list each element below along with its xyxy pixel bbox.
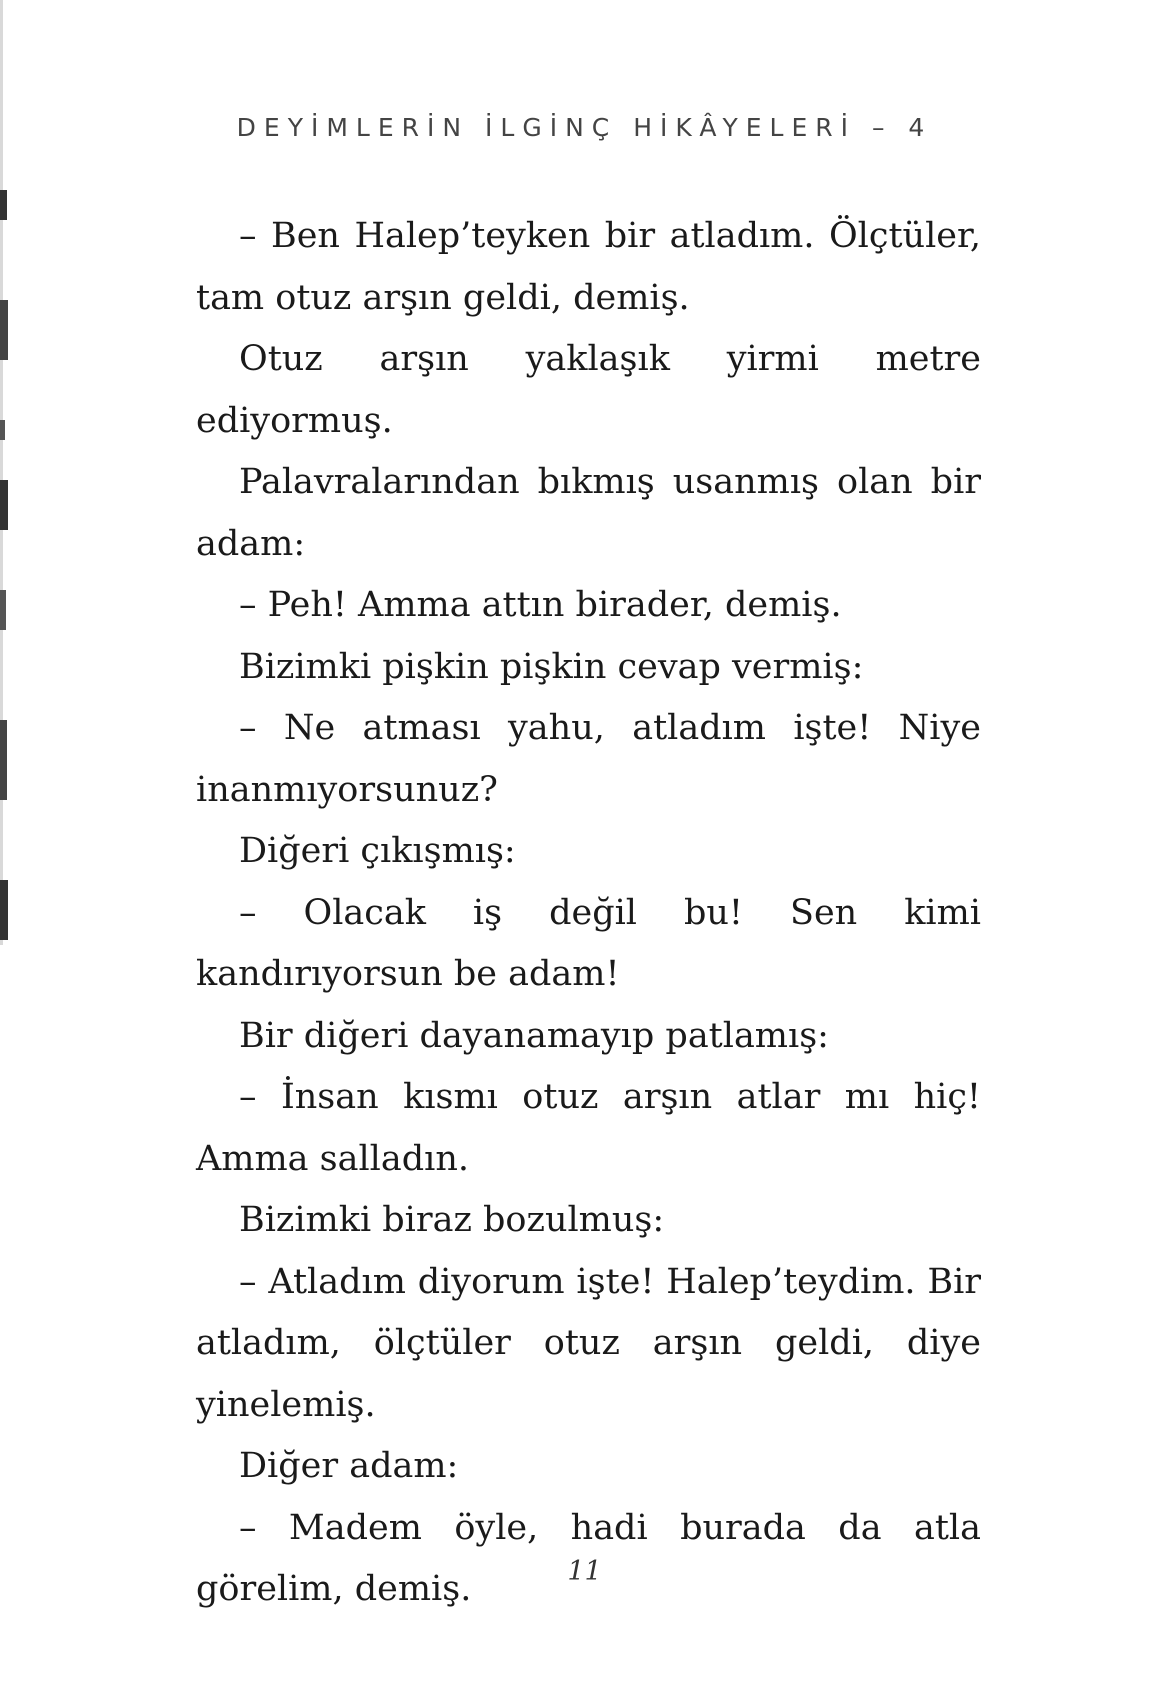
paragraph: Bizimki biraz bozulmuş: bbox=[239, 1200, 665, 1240]
paragraph: Otuz arşın yaklaşık yirmi metre ediyormuş. bbox=[196, 339, 981, 441]
paragraph: – Atladım diyorum işte! Halep’teydim. Bir atladım, ölçtüler otuz arşın geldi, diye yinelemiş. bbox=[196, 1261, 981, 1425]
running-header: DEYİMLERİN İLGİNÇ HİKÂYELERİ – 4 bbox=[236, 113, 933, 142]
paragraph: Diğer adam: bbox=[239, 1446, 459, 1486]
paragraph: – Peh! Amma attın birader, demiş. bbox=[239, 585, 842, 625]
page-number: 11 bbox=[567, 1556, 602, 1587]
paragraph: – Ne atması yahu, atladım işte! Niye inanmıyorsunuz? bbox=[196, 708, 981, 810]
paragraph: Bizimki pişkin pişkin cevap vermiş: bbox=[239, 646, 864, 687]
paragraph: – Ben Halep’teyken bir atladım. Ölçtüler, tam otuz arşın geldi, demiş. bbox=[196, 216, 981, 318]
paragraph: Diğeri çıkışmış: bbox=[239, 831, 516, 871]
paragraph: – Olacak iş değil bu! Sen kimi kandırıyorsun be adam! bbox=[196, 892, 981, 994]
paragraph: Bir diğeri dayanamayıp patlamış: bbox=[239, 1015, 829, 1056]
paragraph: Palavralarından bıkmış usanmış olan bir adam: bbox=[196, 462, 981, 564]
story-text bbox=[196, 206, 981, 1621]
paragraph: – Madem öyle, hadi burada da atla görelim, demiş. bbox=[196, 1507, 981, 1609]
paragraph: – İnsan kısmı otuz arşın atlar mı hiç! Amma salladın. bbox=[196, 1077, 981, 1179]
